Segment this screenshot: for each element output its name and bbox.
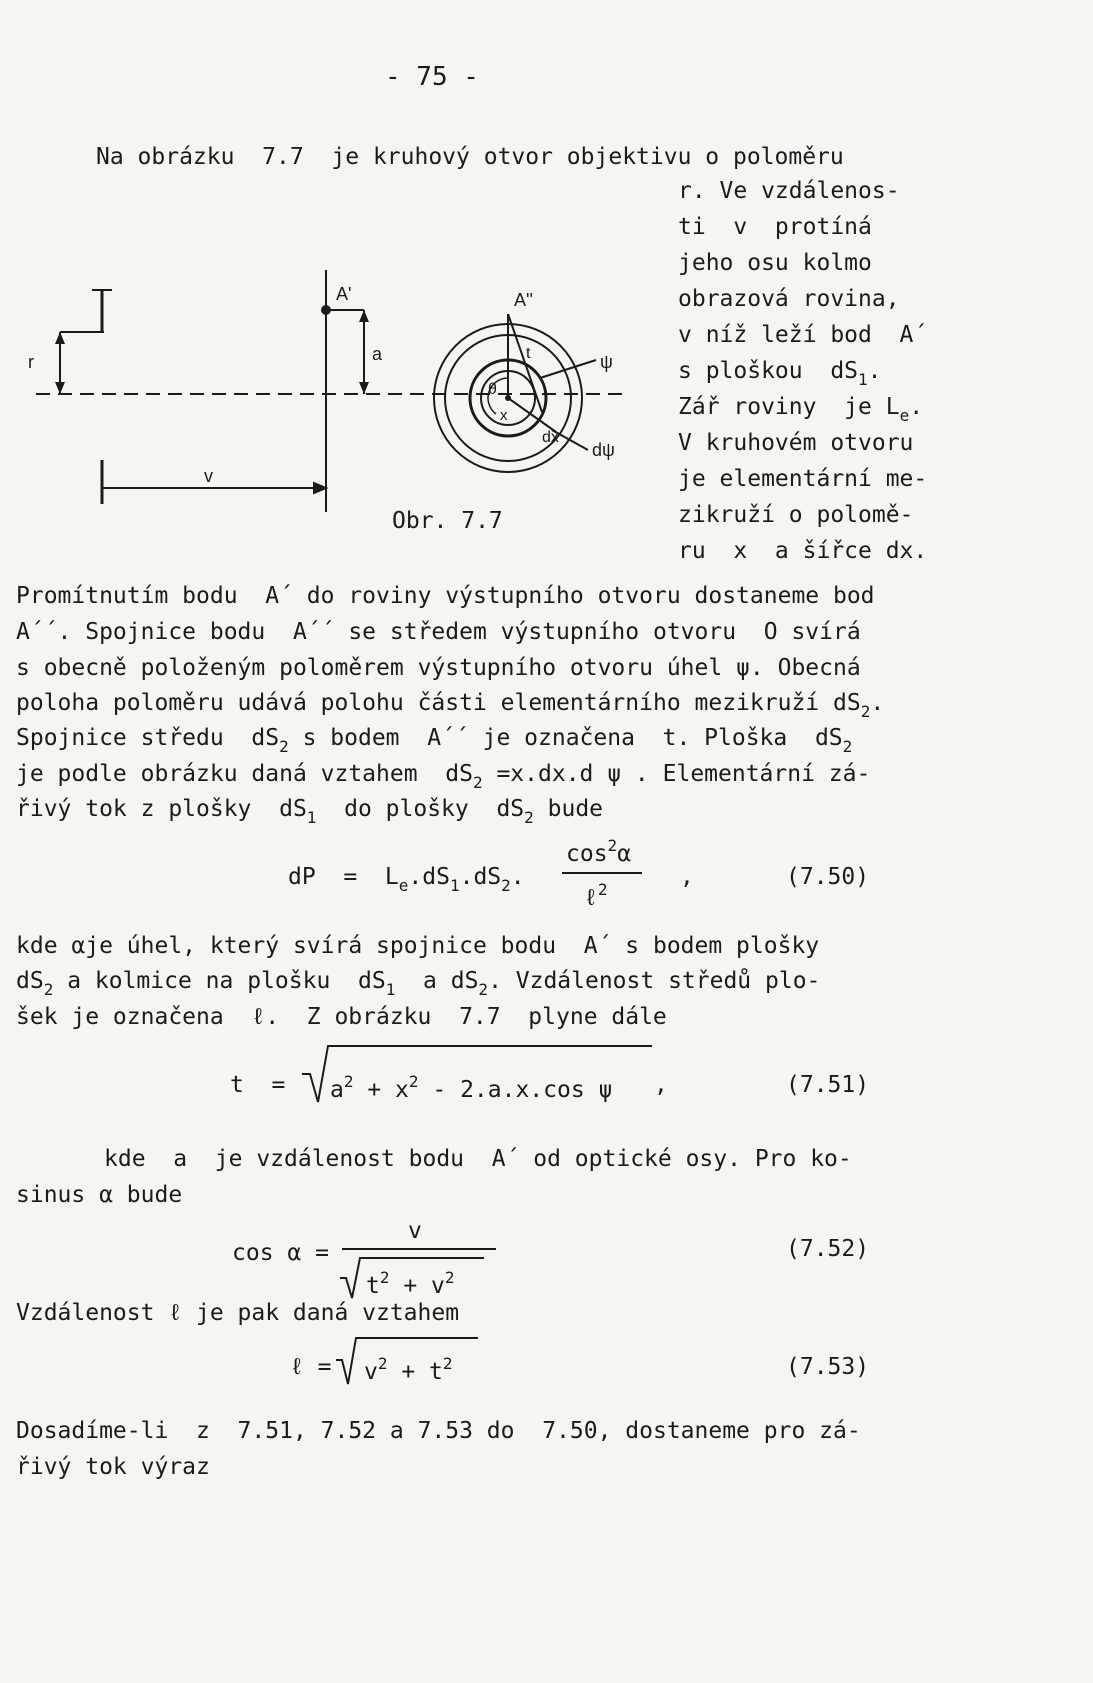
eq-7-50-comma: , (680, 864, 694, 890)
eq-7-52-fraction-bar (342, 1248, 496, 1250)
eq-7-53-radicand: $v^2 + t^2$ (364, 1354, 453, 1385)
p1-line-2: A´´. Spojnice bodu A´´ se středem výstupního otvoru O svírá (16, 619, 861, 645)
label-v: v (204, 466, 213, 486)
label-x: x (500, 407, 508, 424)
p5-line-2: řivý tok výraz (16, 1454, 210, 1480)
side-line-8: V kruhovém otvoru (678, 430, 914, 456)
intro-line-1: Na obrázku 7.7 je kruhový otvor objektivu o poloměru (96, 144, 844, 170)
label-theta: θ (488, 381, 497, 398)
label-r: r (28, 352, 34, 372)
eq-7-51-lhs: t = (230, 1072, 286, 1098)
figure-7-7 (0, 260, 670, 550)
p2-line-3: šek je označena ℓ. Z obrázku 7.7 plyne dále (16, 1004, 667, 1030)
p3-line-1: kde a je vzdálenost bodu A´ od optické osy. Pro ko- (104, 1146, 852, 1172)
label-t: t (526, 345, 531, 362)
label-psi: ψ (600, 352, 613, 372)
eq-7-52-numerator: v (408, 1218, 422, 1244)
p1-line-1: Promítnutím bodu A´ do roviny výstupního otvoru dostaneme bod (16, 583, 875, 609)
side-line-9: je elementární me- (678, 466, 928, 492)
eq-7-50-label: (7.50) (786, 864, 870, 890)
eq-7-50-fraction-bar (562, 872, 642, 874)
p5-line-1: Dosadíme-li z 7.51, 7.52 a 7.53 do 7.50, dostaneme pro zá- (16, 1418, 861, 1444)
eq-7-52-lhs: cos α = (232, 1240, 329, 1266)
side-line-10: zikruží o polomě- (678, 502, 914, 528)
p2-line-2: $dS_2$ a kolmice na plošku $dS_1$ a $dS_2$. Vzdálenost středů plo- (16, 968, 821, 999)
label-a-double: A'' (514, 290, 533, 310)
eq-7-51-comma: , (654, 1072, 668, 1098)
p4-line: Vzdálenost ℓ je pak daná vztahem (16, 1300, 460, 1326)
figure-caption: Obr. 7.7 (392, 508, 503, 534)
label-dx: dx (542, 429, 559, 446)
eq-7-53-lhs: ℓ = (290, 1354, 332, 1380)
p2-line-1: kde αje úhel, který svírá spojnice bodu A´ s bodem plošky (16, 933, 820, 959)
eq-7-51-label: (7.51) (786, 1072, 870, 1098)
side-line-1: r. Ve vzdálenos- (678, 178, 900, 204)
side-line-2: ti v protíná (678, 214, 872, 240)
eq-7-50-denominator: ℓ$^2$ (584, 880, 608, 911)
eq-7-53-label: (7.53) (786, 1354, 870, 1380)
p1-line-6: je podle obrázku daná vztahem $dS_2 =x.dx.d$ ψ . Elementární zá- (16, 761, 871, 792)
side-line-5: v níž leží bod A´ (678, 322, 928, 348)
side-line-3: jeho osu kolmo (678, 250, 872, 276)
p1-line-4: poloha poloměru udává polohu části elementárního mezikruží $dS_2$. (16, 690, 885, 721)
label-dpsi: dψ (592, 440, 615, 460)
p1-line-3: s obecně položeným poloměrem výstupního otvoru úhel ψ. Obecná (16, 655, 861, 681)
label-a: a (372, 344, 383, 364)
side-line-6: s ploškou $dS_1$. (678, 358, 882, 389)
page-number: - 75 - (385, 62, 479, 92)
p3-line-2: sinus α bude (16, 1182, 183, 1208)
eq-7-51-radicand: $a^2 + x^2 - 2.a.x.\cos$ ψ (330, 1072, 613, 1103)
label-a-prime: A' (336, 284, 352, 304)
eq-7-52-label: (7.52) (786, 1236, 870, 1262)
eq-7-50-lhs: dP = $L_e.dS_1.dS_2$. (288, 864, 525, 895)
p1-line-5: Spojnice středu $dS_2$ s bodem A´´ je označena t. Ploška $dS_2$ (16, 725, 853, 756)
p1-line-7: řivý tok z plošky $dS_1$ do plošky $dS_2$ bude (16, 796, 604, 827)
side-line-11: ru x a šířce dx. (678, 538, 928, 564)
side-line-4: obrazová rovina, (678, 286, 900, 312)
eq-7-50-numerator: $\cos^2\alpha$ (566, 836, 632, 867)
side-line-7: Zář roviny je $L_e$. (678, 394, 924, 425)
eq-7-52-denominator: $t^2 + v^2$ (366, 1268, 455, 1299)
